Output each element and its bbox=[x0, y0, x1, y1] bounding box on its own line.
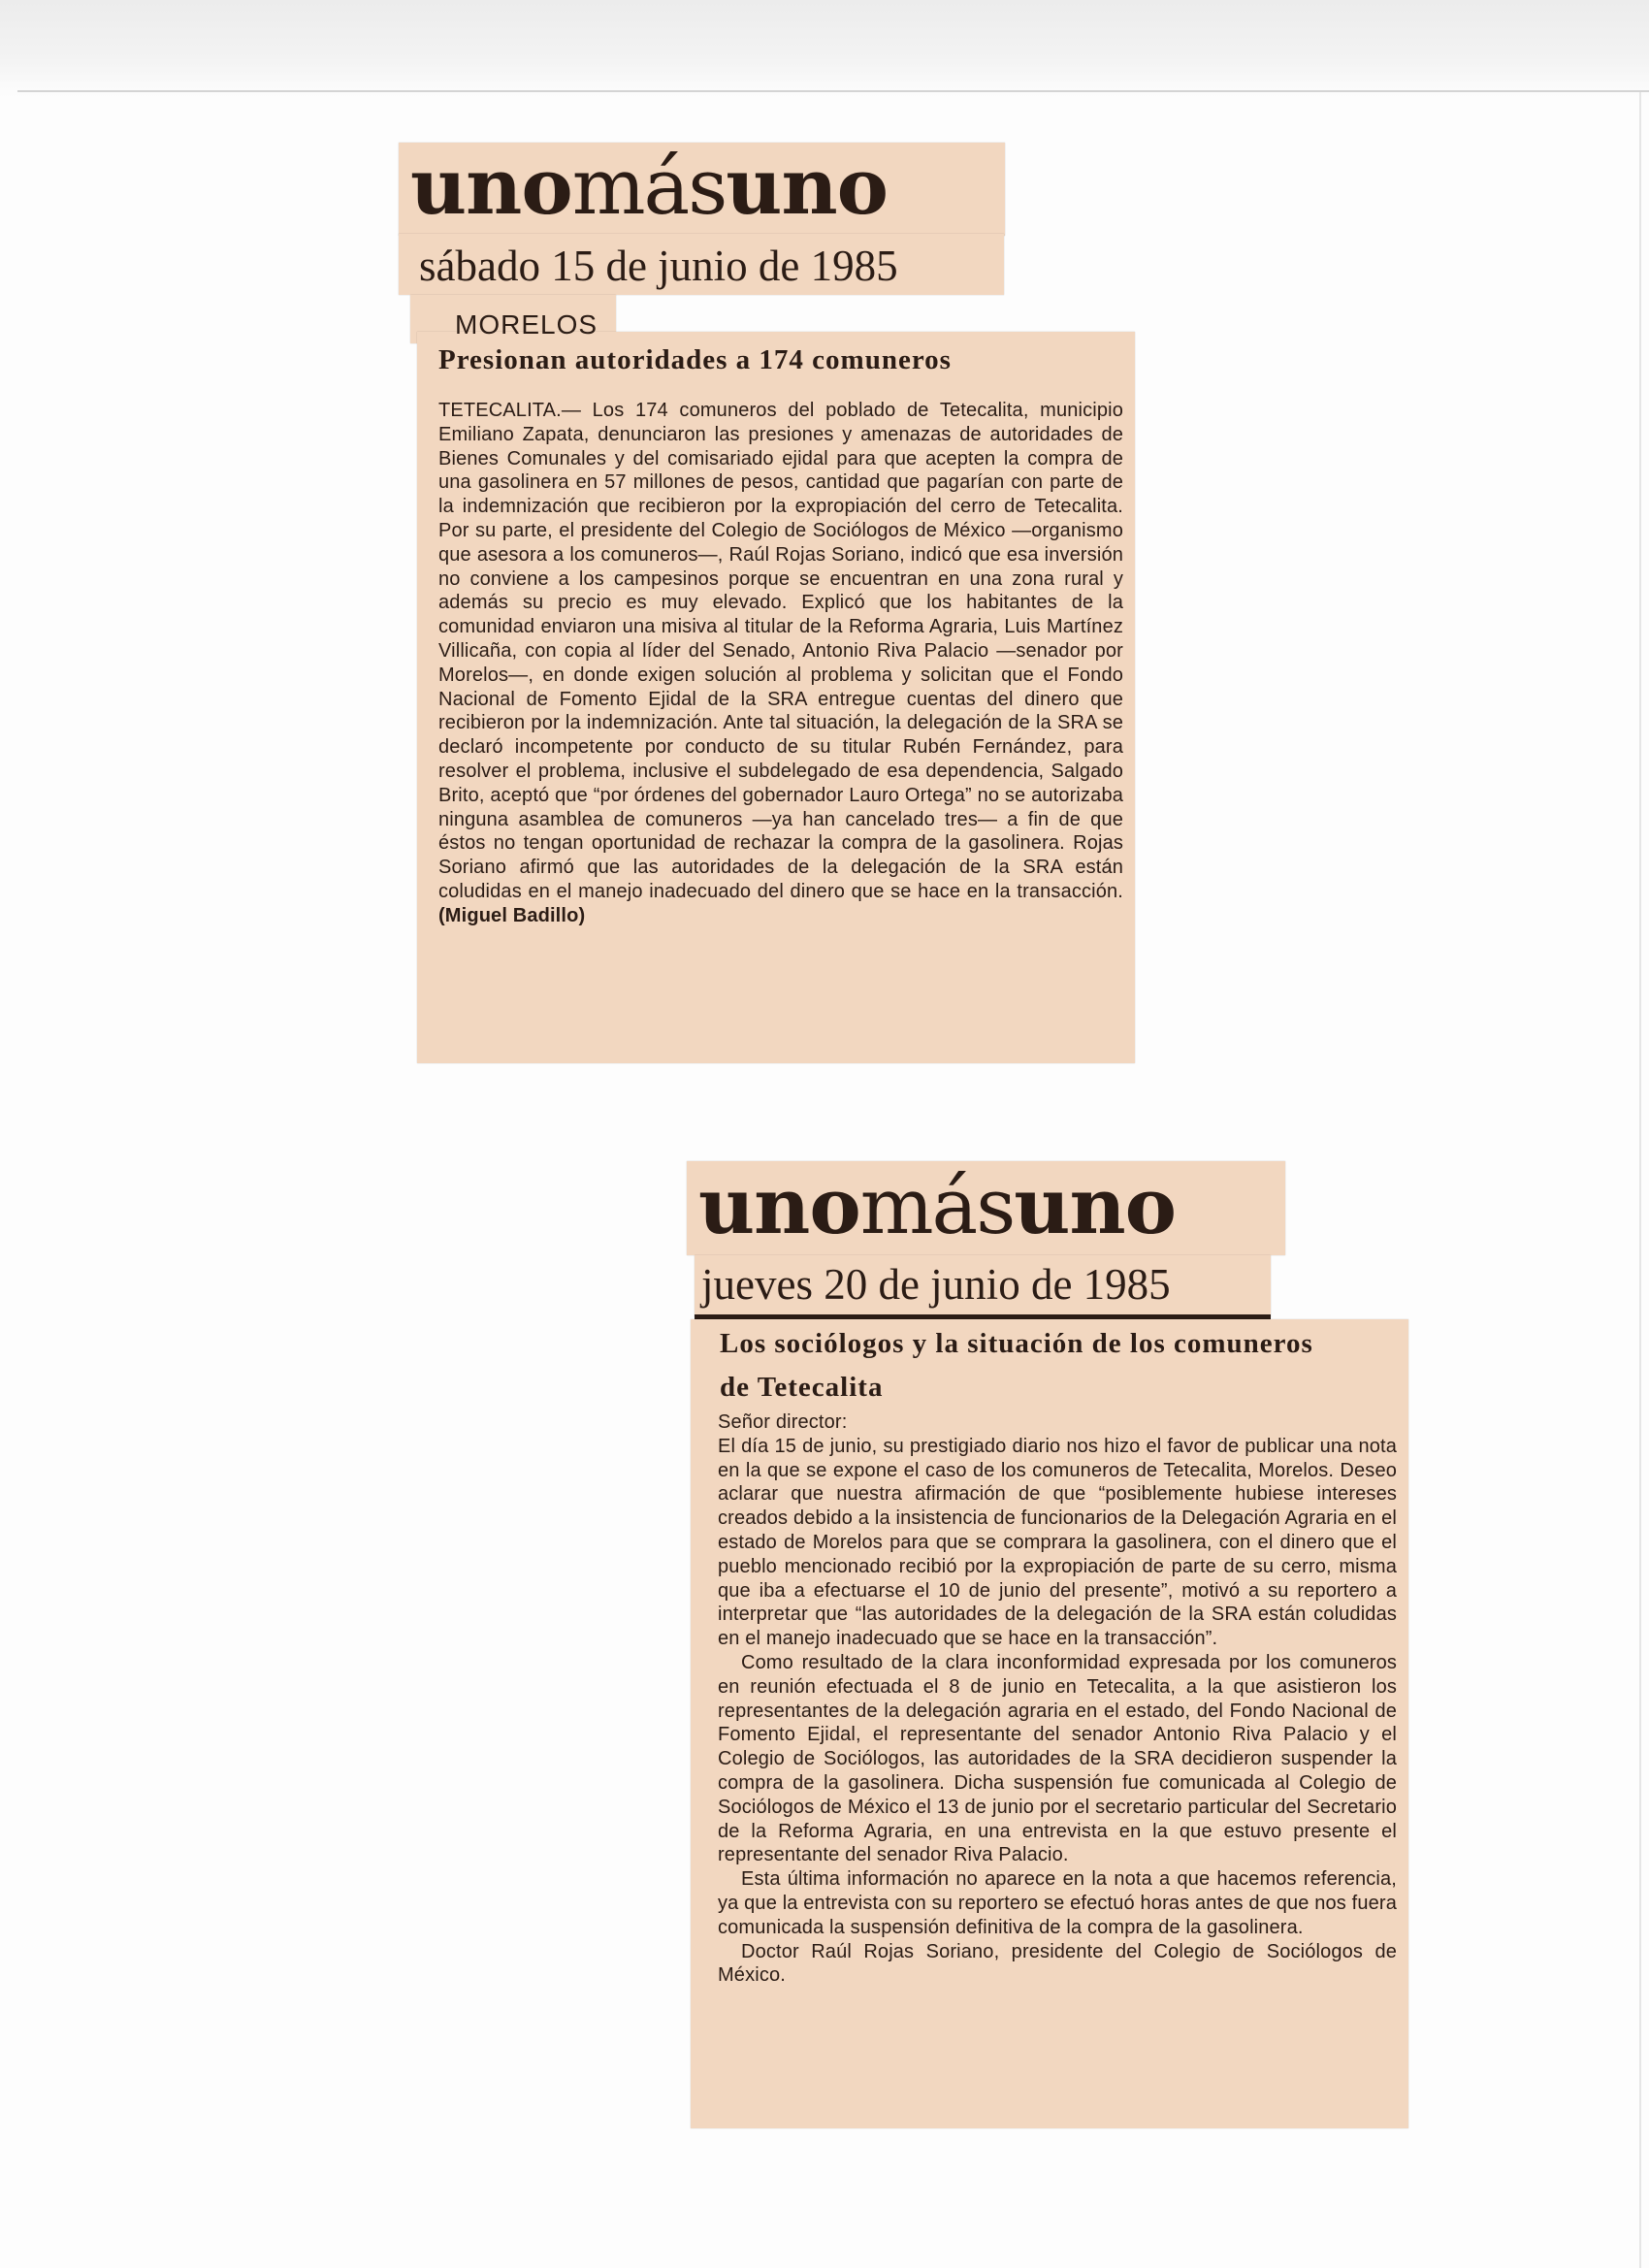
article-1-byline: (Miguel Badillo) bbox=[438, 904, 586, 926]
masthead-2-mas: más bbox=[859, 1161, 1015, 1251]
page-edge-top bbox=[17, 90, 1649, 92]
masthead-2 bbox=[698, 1160, 1176, 1251]
page-edge-right bbox=[1639, 92, 1641, 2268]
letter-signature: Doctor Raúl Rojas Soriano, presidente del Colegio de Sociólogos de México. bbox=[718, 1940, 1397, 1987]
article-1-body bbox=[438, 399, 1123, 1058]
letter-paragraph-1: El día 15 de junio, su prestigiado diario nos hizo el favor de publicar una nota en la que se expone el caso de los comuneros de Tetecalita, Morelos. Deseo aclarar que nuestra afirmación de que “posiblemente hubiese intereses creados debido a la insistencia de funcionarios de la Delegación Agraria en el estado de Morelos para que se comprara la gasolinera, con el dinero que el pueblo mencionado recibió por la expropiación de parte de su cerro, misma que iba a efectuarse el 10 de junio del presente”, motivó a su reportero a interpretar que “las autoridades de la delegación de la SRA están coludidas en el manejo inadecuado que se hace en la transacción”. bbox=[718, 1435, 1397, 1650]
masthead-2-uno-b: uno bbox=[1014, 1160, 1176, 1251]
masthead-2-uno-a: uno bbox=[698, 1160, 860, 1251]
headline-2: Los sociólogos y la situación de los comuneros de Tetecalita bbox=[720, 1328, 1313, 1403]
letter-paragraph-2: Como resultado de la clara inconformidad expresada por los comuneros en reunión efectuada el 8 de junio en Tetecalita, a la que asistieron los representantes de la delegación agraria en el estado, del Fondo Nacional de Fomento Ejidal, el representante del senador Antonio Riva Palacio y el Colegio de Sociólogos, las autoridades de la SRA decidieron suspender la compra de la gasolinera. Dicha suspensión fue comunicada al Colegio de Sociólogos de México el 13 de junio por el secretario particular del Secretario de la Reforma Agraria, en una entrevista en la que estuvo presente el representante del senador Riva Palacio. bbox=[718, 1651, 1397, 1866]
masthead-1-uno-b: uno bbox=[726, 141, 888, 232]
masthead-1 bbox=[410, 141, 888, 232]
letter-salutation: Señor director: bbox=[718, 1411, 848, 1433]
date-2: jueves 20 de junio de 1985 bbox=[701, 1260, 1171, 1309]
letter-body bbox=[718, 1410, 1397, 2126]
article-1-text: TETECALITA.— Los 174 comuneros del poblado de Tetecalita, municipio Emiliano Zapata, denunciaron las presiones y amenazas de autoridades de Bienes Comunales y del comisariado ejidal para que acepten la compra de una gasolinera en 57 millones de pesos, cantidad que pagarían con parte de la indemnización que recibieron por la expropiación del cerro de Tetecalita. Por su parte, el presidente del Colegio de Sociólogos de México —organismo que asesora a los comuneros—, Raúl Rojas Soriano, indicó que esa inversión no conviene a los campesinos porque se encuentran en una zona rural y además su precio es muy elevado. Explicó que los habitantes de la comunidad enviaron una misiva al titular de la Reforma Agraria, Luis Martínez Villicaña, con copia al líder del Senado, Antonio Riva Palacio —senador por Morelos—, en donde exigen solución al problema y solicitan que el Fondo Nacional de Fomento Ejidal de la SRA entregue cuentas del dinero que recibieron por la indemnización. Ante tal situación, la delegación de la SRA se declaró incompetente por conducto de su titular Rubén Fernández, para resolver el problema, inclusive el subdelegado de esa dependencia, Salgado Brito, aceptó que “por órdenes del gobernador Lauro Ortega” no se autorizaba ninguna asamblea de comuneros —ya han cancelado tres— a fin de que éstos no tengan oportunidad de rechazar la compra de la gasolinera. Rojas Soriano afirmó que las autoridades de la delegación de la SRA están coludidas en el manejo inadecuado del dinero que se hace en la transacción. bbox=[438, 400, 1123, 902]
masthead-1-uno-a: uno bbox=[410, 141, 572, 232]
section-label: MORELOS bbox=[455, 309, 598, 340]
masthead-1-mas: más bbox=[571, 142, 727, 232]
date-1: sábado 15 de junio de 1985 bbox=[419, 242, 898, 290]
letter-paragraph-3: Esta última información no aparece en la nota a que hacemos referencia, ya que la entrevista con su reportero se efectuó horas antes de que nos fuera comunicada la suspensión definitiva de la compra de la gasolinera. bbox=[718, 1868, 1397, 1938]
headline-1: Presionan autoridades a 174 comuneros bbox=[438, 344, 952, 375]
